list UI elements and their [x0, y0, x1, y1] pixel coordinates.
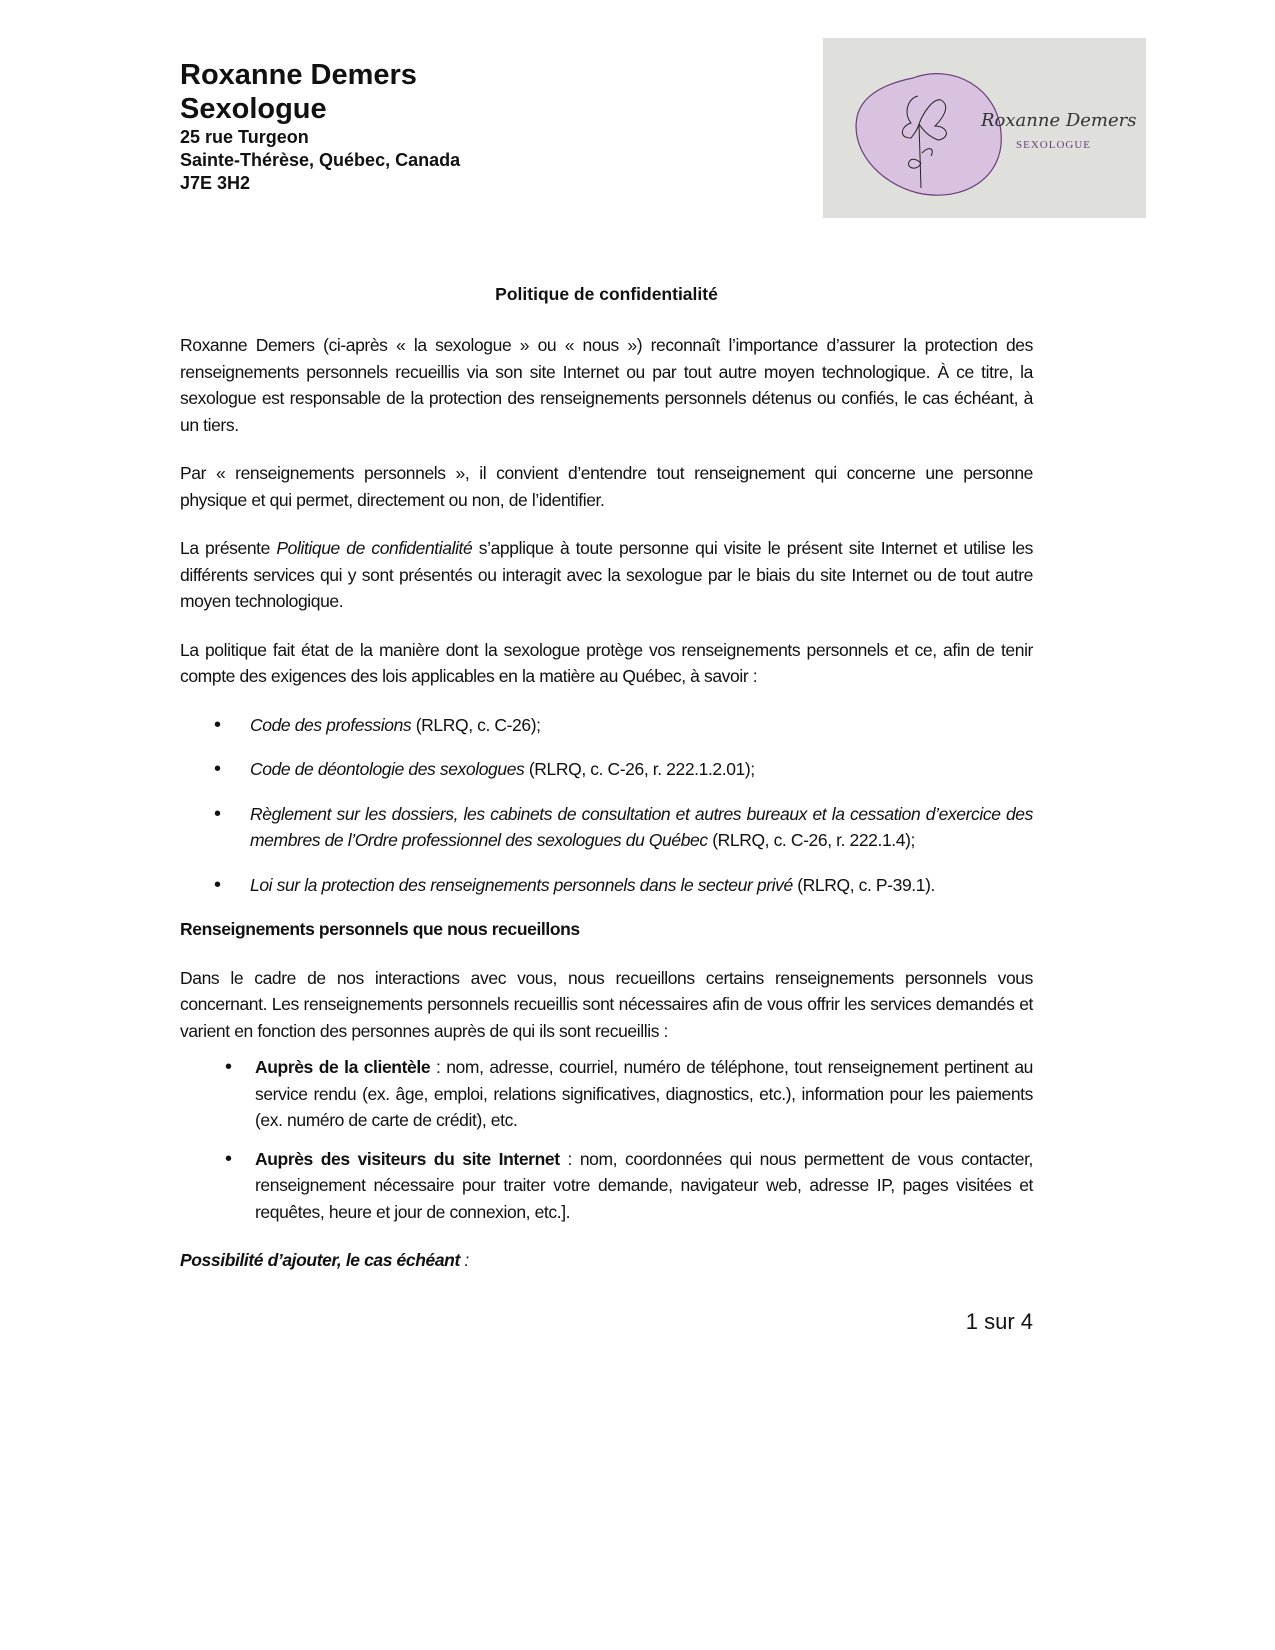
item-text: : nom, coordonnées qui nous permettent de vous contacter, renseignement nécessaire pour traiter votre demande, navigateur web, adresse IP, pages visitées et requêtes, heure et jour de connexion, etc.].: [255, 1148, 1033, 1222]
note: [180, 1247, 1033, 1274]
law-title: Règlement sur les dossiers, les cabinets de consultation et autres bureaux et la cessation d’exercice des membres de l’Ordre professionnel des sexologues du Québec: [250, 803, 1033, 850]
law-title: Loi sur la protection des renseignements personnels dans le secteur privé: [250, 874, 793, 895]
paragraph: Par « renseignements personnels », il convient d’entendre tout renseignement qui concerne une personne physique et qui permet, directement ou non, de l’identifier.: [180, 463, 1033, 510]
collected-info-item: [180, 1146, 1033, 1226]
law-title: Code de déontologie des sexologues: [250, 759, 525, 779]
item-label: Auprès de la clientèle: [255, 1057, 431, 1077]
author-name: Roxanne Demers: [180, 59, 417, 91]
logo-subtitle: SEXOLOGUE: [1016, 139, 1091, 151]
note-text: Possibilité d’ajouter, le cas échéant: [180, 1250, 460, 1270]
law-title: Code des professions: [250, 714, 412, 735]
logo: [823, 38, 1146, 218]
text: s’applique à toute personne qui visite le présent site Internet et utilise les différents services qui y sont présentés ou interagit avec la sexologue par le biais du site Internet ou de tout autre moyen technologique.: [180, 538, 1033, 611]
paragraph: [180, 535, 1033, 615]
paragraph: La politique fait état de la manière dont la sexologue protège vos renseignements personnels et ce, afin de tenir compte des exigences des lois applicables en la matière au Québec, à savoir :: [180, 639, 1033, 686]
law-reference: (RLRQ, c. C-26, r. 222.1.4);: [707, 830, 915, 850]
logo-script-name: Roxanne Demers: [981, 110, 1137, 131]
note-suffix: :: [459, 1250, 469, 1270]
policy-name: Politique de confidentialité: [276, 538, 473, 558]
section-heading: Renseignements personnels que nous recueillons: [180, 919, 580, 939]
page-number: 1 sur 4: [965, 1308, 1033, 1334]
address-line: J7E 3H2: [180, 173, 251, 193]
address-line: Sainte-Thérèse, Québec, Canada: [180, 150, 461, 170]
law-list-item: [180, 756, 1033, 783]
paragraph: Dans le cadre de nos interactions avec vous, nous recueillons certains renseignements personnels vous concernant. Les renseignements personnels recueillis sont nécessaires afin de vous offrir les services demandés et varient en fonction des personnes auprès de qui ils sont recueillis :: [180, 967, 1033, 1041]
law-list-item: [180, 872, 1033, 899]
law-list-item: [180, 712, 1033, 739]
law-reference: (RLRQ, c. P-39.1).: [792, 874, 935, 895]
collected-info-item: [180, 1054, 1033, 1134]
text: La présente: [180, 538, 277, 558]
law-reference: (RLRQ, c. C-26, r. 222.1.2.01);: [524, 759, 755, 779]
letterhead: [180, 58, 460, 195]
paragraph: Roxanne Demers (ci-après « la sexologue » ou « nous ») reconnaît l’importance d’assurer la protection des renseignements personnels recueillis via son site Internet ou par tout autre moyen technologique. À ce titre, la sexologue est responsable de la protection des renseignements personnels détenus ou confiés, le cas échéant, à un tiers.: [180, 335, 1033, 435]
item-label: Auprès des visiteurs du site Internet: [255, 1148, 560, 1169]
document-title: Politique de confidentialité: [495, 284, 718, 304]
law-list-item: [180, 801, 1033, 854]
address-line: 25 rue Turgeon: [180, 127, 309, 147]
item-text: : nom, adresse, courriel, numéro de téléphone, tout renseignement pertinent au service rendu (ex. âge, emploi, relations significatives, diagnostics, etc.), information pour les paiements (ex. numéro de carte de crédit), etc.: [255, 1057, 1033, 1130]
author-profession: Sexologue: [180, 93, 327, 125]
law-reference: (RLRQ, c. C-26);: [411, 714, 541, 735]
document-body: [180, 332, 1033, 1376]
